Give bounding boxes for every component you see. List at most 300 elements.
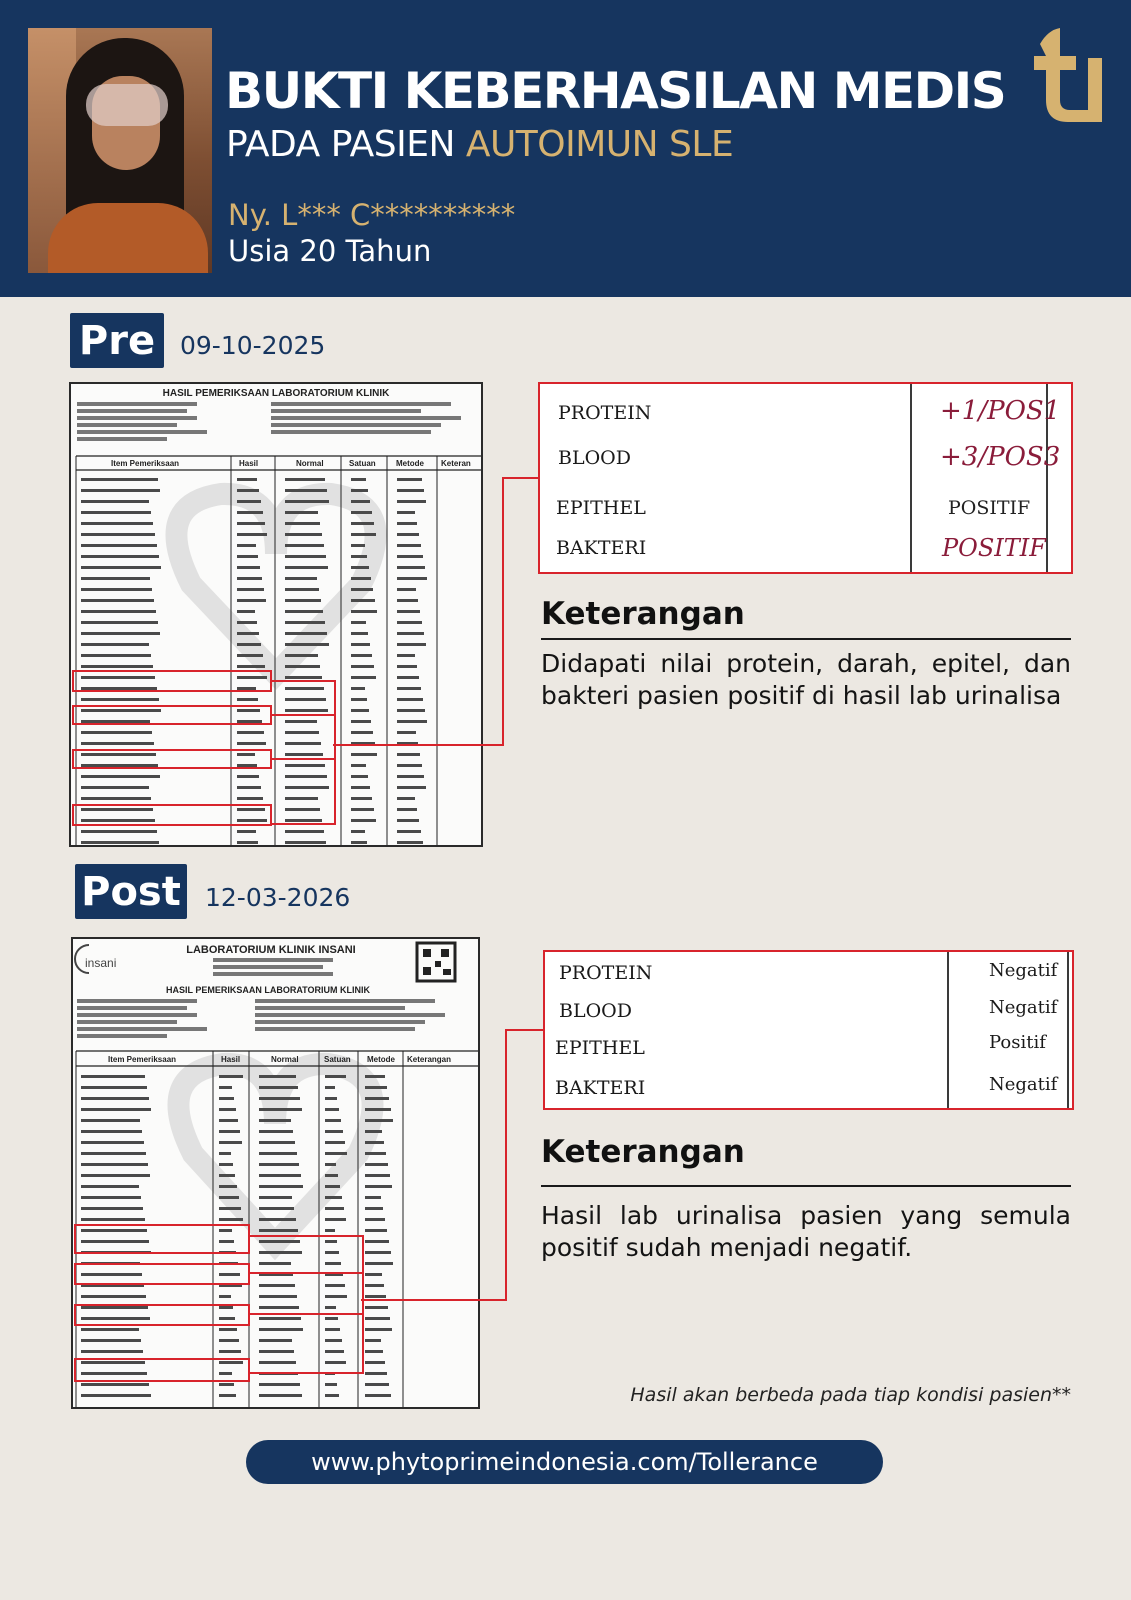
scan-text-line	[237, 654, 263, 657]
scan-text-line	[365, 1108, 391, 1111]
scan-text-line	[259, 1119, 291, 1122]
scan-text-line	[351, 676, 376, 679]
scan-text-line	[325, 1361, 346, 1364]
scan-text-line	[259, 1196, 292, 1199]
post-lab-document	[71, 937, 480, 1409]
scan-text-line	[259, 1383, 300, 1386]
scan-text-line	[81, 533, 155, 536]
scan-text-line	[237, 643, 261, 646]
scan-text-line	[285, 764, 325, 767]
scan-text-line	[81, 1350, 143, 1353]
scan-text-line	[397, 577, 427, 580]
scan-text-line	[81, 1141, 144, 1144]
scan-text-line	[325, 1251, 339, 1254]
scan-text-line	[397, 511, 415, 514]
scan-text-line	[81, 1229, 147, 1232]
scan-text-line	[325, 1075, 346, 1078]
scan-text-line	[259, 1361, 296, 1364]
scan-text-line	[237, 577, 262, 580]
scan-text-line	[237, 676, 267, 679]
scan-text-line	[219, 1394, 236, 1397]
scan-text-line	[219, 1317, 235, 1320]
scan-text-line	[219, 1174, 235, 1177]
scan-text-line	[81, 1152, 146, 1155]
scan-text-line	[365, 1185, 392, 1188]
scan-text-line	[237, 742, 266, 745]
scan-text-line	[219, 1185, 237, 1188]
scan-text-line	[325, 1306, 336, 1309]
post-zoom-panel	[543, 950, 1074, 1110]
scan-text-line	[351, 731, 373, 734]
scan-text-line	[397, 665, 417, 668]
scan-text-line	[351, 841, 367, 844]
scan-text-line	[397, 599, 418, 602]
pre-lab-document	[69, 382, 483, 847]
pre-zoom-value: POSITIF	[942, 534, 1046, 562]
scan-text-line	[81, 1196, 141, 1199]
svg-text:Item Pemeriksaan: Item Pemeriksaan	[111, 459, 180, 468]
scan-text-line	[81, 1185, 139, 1188]
scan-text-line	[237, 522, 265, 525]
scan-text-line	[285, 676, 322, 679]
scan-text-line	[285, 841, 326, 844]
subtitle: PADA PASIEN AUTOIMUN SLE	[226, 124, 734, 165]
scan-text-line	[237, 808, 265, 811]
subtitle-accent: AUTOIMUN SLE	[465, 124, 734, 165]
scan-text-line	[365, 1130, 382, 1133]
scan-text-line	[237, 720, 262, 723]
post-lab-name: LABORATORIUM KLINIK INSANI	[186, 944, 356, 956]
scan-text-line	[351, 511, 372, 514]
scan-text-line	[351, 632, 368, 635]
scan-text-line	[237, 665, 265, 668]
scan-text-line	[237, 632, 259, 635]
scan-text-line	[259, 1097, 300, 1100]
post-tag: Post	[75, 864, 187, 919]
scan-text-line	[259, 1262, 291, 1265]
post-zoom-value: Negatif	[989, 997, 1058, 1018]
scan-text-line	[351, 720, 371, 723]
post-zoom-value: Negatif	[989, 960, 1058, 981]
scan-text-line	[81, 478, 158, 481]
scan-text-line	[397, 555, 423, 558]
scan-text-line	[285, 511, 318, 514]
scan-text-line	[237, 621, 257, 624]
scan-text-line	[397, 533, 419, 536]
scan-text-line	[219, 1075, 243, 1078]
scan-text-line	[259, 1339, 292, 1342]
scan-text-line	[259, 1229, 298, 1232]
scan-text-line	[259, 1350, 294, 1353]
scan-text-line	[81, 599, 154, 602]
scan-text-line	[237, 489, 259, 492]
scan-text-line	[325, 1218, 346, 1221]
scan-text-line	[397, 500, 426, 503]
scan-text-line	[81, 1218, 145, 1221]
scan-text-line	[219, 1361, 243, 1364]
scan-text-line	[397, 522, 417, 525]
scan-text-line	[365, 1240, 389, 1243]
scan-text-line	[237, 797, 263, 800]
scan-text-line	[351, 610, 377, 613]
scan-text-line	[351, 808, 374, 811]
scan-text-line	[81, 698, 159, 701]
website-link[interactable]: www.phytoprimeindonesia.com/Tollerance	[246, 1440, 883, 1484]
scan-text-line	[285, 577, 317, 580]
scan-text-line	[237, 566, 260, 569]
scan-text-line	[219, 1086, 232, 1089]
scan-text-line	[365, 1174, 390, 1177]
scan-text-line	[237, 764, 257, 767]
scan-text-line	[285, 654, 318, 657]
scan-text-line	[351, 709, 369, 712]
scan-text-line	[81, 786, 149, 789]
scan-text-line	[81, 1328, 139, 1331]
scan-text-line	[397, 654, 415, 657]
scan-text-line	[259, 1394, 302, 1397]
scan-text-line	[81, 1317, 150, 1320]
scan-text-line	[285, 797, 318, 800]
scan-text-line	[285, 753, 323, 756]
scan-text-line	[237, 731, 264, 734]
patient-photo	[28, 28, 212, 273]
pre-zoom-value: +3/POS3	[940, 442, 1061, 472]
scan-text-line	[81, 1163, 148, 1166]
scan-text-line	[351, 742, 375, 745]
scan-text-line	[365, 1394, 391, 1397]
scan-text-line	[285, 489, 327, 492]
scan-text-line	[351, 478, 366, 481]
scan-text-line	[365, 1383, 389, 1386]
svg-text:Hasil: Hasil	[239, 459, 259, 468]
scan-text-line	[365, 1207, 383, 1210]
scan-text-line	[81, 1207, 143, 1210]
disclaimer: Hasil akan berbeda pada tiap kondisi pasien**	[630, 1384, 1071, 1406]
scan-text-line	[81, 1174, 150, 1177]
svg-text:Hasil: Hasil	[221, 1055, 241, 1064]
post-zoom-label: BAKTERI	[555, 1077, 646, 1099]
scan-text-line	[237, 500, 261, 503]
scan-text-line	[237, 698, 258, 701]
post-date: 12-03-2026	[205, 883, 351, 912]
scan-text-line	[365, 1284, 384, 1287]
scan-text-line	[397, 742, 418, 745]
scan-text-line	[259, 1306, 299, 1309]
scan-text-line	[365, 1196, 381, 1199]
scan-text-line	[397, 632, 424, 635]
scan-text-line	[81, 522, 153, 525]
scan-text-line	[351, 588, 373, 591]
scan-text-line	[81, 1075, 145, 1078]
scan-text-line	[285, 819, 322, 822]
scan-text-line	[259, 1328, 303, 1331]
scan-text-line	[81, 819, 155, 822]
scan-text-line	[365, 1229, 387, 1232]
scan-text-line	[219, 1130, 240, 1133]
scan-text-line	[237, 511, 263, 514]
scan-text-line	[259, 1108, 302, 1111]
scan-text-line	[81, 1372, 147, 1375]
scan-text-line	[365, 1262, 393, 1265]
scan-text-line	[81, 1339, 141, 1342]
scan-text-line	[81, 841, 159, 844]
scan-text-line	[397, 709, 425, 712]
scan-text-line	[237, 544, 256, 547]
scan-text-line	[325, 1185, 340, 1188]
header-banner	[0, 0, 1131, 297]
scan-text-line	[285, 830, 324, 833]
scan-text-line	[81, 1086, 147, 1089]
scan-text-line	[365, 1317, 390, 1320]
scan-text-line	[81, 621, 158, 624]
scan-text-line	[81, 665, 153, 668]
scan-text-line	[81, 764, 158, 767]
scan-text-line	[81, 643, 149, 646]
scan-text-line	[237, 753, 255, 756]
scan-text-line	[351, 698, 367, 701]
scan-text-line	[285, 566, 328, 569]
scan-text-line	[81, 632, 160, 635]
scan-text-line	[397, 753, 420, 756]
scan-text-line	[325, 1119, 341, 1122]
svg-text:Keteran: Keteran	[441, 459, 471, 468]
scan-text-line	[81, 720, 150, 723]
scan-text-line	[259, 1284, 295, 1287]
scan-text-line	[365, 1251, 391, 1254]
pre-keterangan-heading: Keterangan	[541, 596, 745, 632]
scan-text-line	[81, 1130, 142, 1133]
scan-text-line	[81, 1306, 148, 1309]
scan-text-line	[219, 1295, 231, 1298]
scan-text-line	[259, 1251, 302, 1254]
scan-text-line	[285, 698, 326, 701]
scan-text-line	[259, 1218, 296, 1221]
scan-text-line	[325, 1328, 340, 1331]
pre-tag: Pre	[70, 313, 164, 368]
scan-text-line	[351, 797, 372, 800]
post-zoom-label: EPITHEL	[555, 1037, 645, 1059]
scan-text-line	[237, 709, 260, 712]
scan-text-line	[285, 687, 324, 690]
svg-text:Satuan: Satuan	[349, 459, 376, 468]
scan-text-line	[397, 775, 424, 778]
scan-text-line	[365, 1097, 389, 1100]
post-zoom-value: Negatif	[989, 1074, 1058, 1095]
svg-text:Normal: Normal	[271, 1055, 299, 1064]
scan-text-line	[219, 1141, 242, 1144]
scan-text-line	[351, 489, 368, 492]
scan-text-line	[81, 1097, 149, 1100]
tl-monogram-icon	[1030, 26, 1106, 126]
scan-text-line	[219, 1372, 232, 1375]
scan-text-line	[397, 489, 424, 492]
pre-column-headers	[111, 459, 471, 468]
scan-text-line	[325, 1152, 347, 1155]
scan-text-line	[351, 522, 374, 525]
scan-text-line	[81, 1240, 149, 1243]
scan-text-line	[237, 775, 259, 778]
scan-text-line	[237, 610, 255, 613]
scan-text-line	[397, 797, 415, 800]
scan-text-line	[365, 1339, 381, 1342]
pre-zoom-panel	[538, 382, 1073, 574]
scan-text-line	[397, 764, 422, 767]
scan-text-line	[219, 1383, 234, 1386]
scan-text-line	[219, 1152, 231, 1155]
scan-text-line	[397, 786, 426, 789]
scan-text-line	[325, 1394, 339, 1397]
scan-text-line	[237, 830, 256, 833]
scan-text-line	[365, 1306, 388, 1309]
scan-text-line	[259, 1174, 301, 1177]
scan-text-line	[285, 555, 326, 558]
scan-text-line	[259, 1185, 303, 1188]
post-zoom-label: BLOOD	[559, 1000, 632, 1022]
scan-text-line	[81, 731, 152, 734]
scan-text-line	[219, 1328, 237, 1331]
scan-text-line	[325, 1130, 343, 1133]
patient-name: Ny. L*** C**********	[228, 198, 516, 232]
scan-text-line	[81, 1273, 142, 1276]
pre-zoom-value: POSITIF	[948, 497, 1031, 519]
svg-text:Item Pemeriksaan: Item Pemeriksaan	[108, 1055, 177, 1064]
scan-text-line	[81, 555, 159, 558]
scan-text-line	[81, 1394, 151, 1397]
scan-text-line	[285, 621, 325, 624]
scan-text-line	[325, 1163, 336, 1166]
scan-text-line	[325, 1141, 345, 1144]
scan-text-line	[219, 1339, 239, 1342]
svg-text:Metode: Metode	[396, 459, 424, 468]
scan-text-line	[351, 566, 369, 569]
scan-text-line	[237, 687, 256, 690]
scan-text-line	[237, 841, 258, 844]
scan-text-line	[81, 588, 152, 591]
scan-text-line	[351, 555, 367, 558]
scan-text-line	[81, 1383, 149, 1386]
scan-text-line	[81, 1361, 145, 1364]
scan-text-line	[285, 808, 320, 811]
scan-text-line	[237, 599, 266, 602]
post-column-headers	[108, 1055, 451, 1064]
scan-text-line	[351, 830, 365, 833]
scan-text-line	[365, 1152, 386, 1155]
scan-text-line	[397, 720, 427, 723]
scan-text-line	[285, 500, 329, 503]
scan-text-line	[81, 1295, 146, 1298]
scan-text-line	[81, 1108, 151, 1111]
scan-text-line	[81, 775, 160, 778]
pre-zoom-value: +1/POS1	[940, 396, 1061, 426]
post-keterangan-divider	[541, 1185, 1071, 1187]
scan-text-line	[81, 687, 157, 690]
svg-text:Keterangan: Keterangan	[407, 1055, 452, 1064]
scan-text-line	[325, 1207, 344, 1210]
scan-text-line	[325, 1317, 338, 1320]
scan-text-line	[365, 1295, 386, 1298]
scan-text-line	[285, 588, 319, 591]
scan-text-line	[285, 786, 329, 789]
scan-text-line	[259, 1317, 301, 1320]
post-lab-brand: insani	[85, 956, 117, 970]
scan-text-line	[237, 533, 267, 536]
scan-text-line	[351, 577, 371, 580]
scan-text-line	[285, 522, 320, 525]
scan-text-line	[259, 1163, 299, 1166]
scan-text-line	[397, 841, 423, 844]
post-zoom-label: PROTEIN	[559, 962, 653, 984]
scan-text-line	[81, 489, 160, 492]
scan-text-line	[397, 610, 420, 613]
scan-text-line	[219, 1097, 234, 1100]
scan-text-line	[219, 1306, 233, 1309]
scan-text-line	[397, 478, 422, 481]
scan-text-line	[81, 511, 151, 514]
scan-text-line	[325, 1174, 338, 1177]
scan-text-line	[351, 643, 370, 646]
scan-text-line	[365, 1163, 388, 1166]
scan-text-line	[285, 709, 328, 712]
scan-text-line	[351, 621, 366, 624]
scan-text-line	[81, 500, 149, 503]
scan-text-line	[285, 775, 327, 778]
scan-text-line	[259, 1141, 295, 1144]
scan-text-line	[351, 544, 365, 547]
scan-text-line	[351, 819, 376, 822]
scan-text-line	[397, 643, 426, 646]
scan-text-line	[325, 1196, 342, 1199]
scan-text-line	[365, 1141, 384, 1144]
scan-text-line	[397, 731, 416, 734]
scan-text-line	[219, 1273, 240, 1276]
pre-zoom-label: PROTEIN	[558, 402, 652, 424]
pre-zoom-label: BAKTERI	[556, 537, 647, 559]
scan-text-line	[219, 1119, 238, 1122]
scan-text-line	[81, 709, 161, 712]
scan-text-line	[397, 819, 419, 822]
scan-text-line	[81, 544, 157, 547]
scan-text-line	[351, 687, 365, 690]
scan-text-line	[219, 1163, 233, 1166]
scan-text-line	[365, 1086, 387, 1089]
scan-text-line	[285, 533, 322, 536]
scan-text-line	[325, 1229, 335, 1232]
scan-text-line	[285, 544, 324, 547]
scan-text-line	[219, 1229, 232, 1232]
scan-text-line	[285, 632, 327, 635]
scan-text-line	[365, 1075, 385, 1078]
scan-text-line	[397, 808, 417, 811]
main-title: BUKTI KEBERHASILAN MEDIS	[225, 62, 1006, 120]
scan-text-line	[285, 742, 321, 745]
scan-text-line	[237, 478, 257, 481]
scan-text-line	[81, 808, 153, 811]
post-keterangan-heading: Keterangan	[541, 1134, 745, 1170]
scan-text-line	[285, 720, 317, 723]
scan-text-line	[81, 577, 150, 580]
scan-text-line	[325, 1086, 335, 1089]
scan-text-line	[397, 544, 421, 547]
scan-text-line	[259, 1130, 293, 1133]
scan-text-line	[285, 643, 329, 646]
scan-text-line	[351, 753, 377, 756]
post-zoom-value: Positif	[989, 1032, 1046, 1053]
scan-text-line	[365, 1372, 387, 1375]
scan-text-line	[285, 599, 321, 602]
scan-text-line	[237, 588, 264, 591]
scan-text-line	[219, 1240, 234, 1243]
pre-doc-title: HASIL PEMERIKSAAN LABORATORIUM KLINIK	[162, 388, 390, 399]
